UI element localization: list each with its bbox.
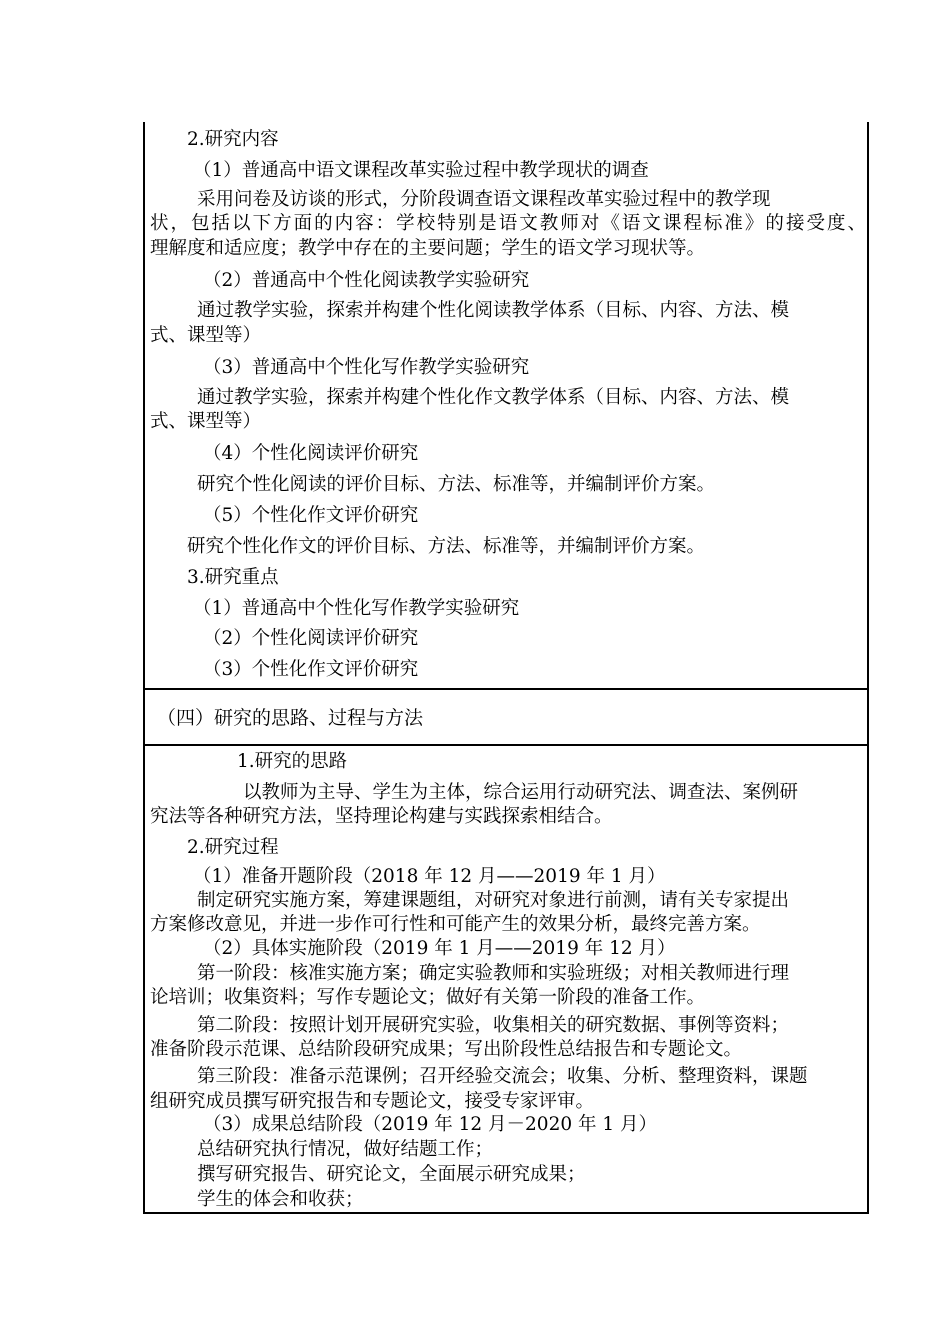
item-heading: （3）普通高中个性化写作教学实验研究 — [203, 357, 530, 378]
item-heading: （1）普通高中语文课程改革实验过程中教学现状的调查 — [193, 160, 649, 181]
stage-heading: （2）具体实施阶段（2019 年 1 月——2019 年 12 月） — [203, 938, 676, 959]
paragraph-line: 理解度和适应度；教学中存在的主要问题；学生的语文学习现状等。 — [150, 238, 706, 259]
paragraph-line: 第三阶段：准备示范课例；召开经验交流会；收集、分析、整理资料，课题 — [197, 1066, 808, 1087]
table-divider-top — [145, 688, 867, 690]
paragraph-line: 第一阶段：核准实施方案；确定实验教师和实验班级；对相关教师进行理 — [197, 963, 790, 984]
paragraph-line: 式、课型等） — [150, 411, 262, 432]
focus-item: （3）个性化作文评价研究 — [203, 659, 419, 680]
heading-research-focus: 3.研究重点 — [187, 567, 279, 588]
paragraph-line: 总结研究执行情况，做好结题工作； — [197, 1139, 494, 1160]
paragraph-line: 准备阶段示范课、总结阶段研究成果；写出阶段性总结报告和专题论文。 — [150, 1039, 743, 1060]
paragraph-line: 通过教学实验，探索并构建个性化作文教学体系（目标、内容、方法、模 — [197, 387, 790, 408]
paragraph-line: 方案修改意见，并进一步作可行性和可能产生的效果分析，最终完善方案。 — [150, 914, 761, 935]
paragraph-line: 第二阶段：按照计划开展研究实验，收集相关的研究数据、事例等资料； — [197, 1015, 790, 1036]
section-title: （四）研究的思路、过程与方法 — [157, 707, 424, 729]
heading-research-process: 2.研究过程 — [187, 837, 279, 858]
focus-item: （2）个性化阅读评价研究 — [203, 628, 419, 649]
paragraph-line: 组研究成员撰写研究报告和专题论文，接受专家评审。 — [150, 1091, 595, 1112]
focus-item: （1）普通高中个性化写作教学实验研究 — [193, 598, 520, 619]
item-heading: （4）个性化阅读评价研究 — [203, 443, 419, 464]
paragraph-line: 采用问卷及访谈的形式，分阶段调查语文课程改革实验过程中的教学现 — [197, 189, 771, 210]
paragraph-line: 式、课型等） — [150, 325, 262, 346]
stage-heading: （1）准备开题阶段（2018 年 12 月——2019 年 1 月） — [193, 866, 666, 887]
paragraph-line: 论培训；收集资料；写作专题论文；做好有关第一阶段的准备工作。 — [150, 987, 706, 1008]
heading-research-content: 2.研究内容 — [187, 129, 279, 150]
paragraph-line: 研究个性化阅读的评价目标、方法、标准等，并编制评价方案。 — [197, 474, 716, 495]
paragraph-line: 通过教学实验，探索并构建个性化阅读教学体系（目标、内容、方法、模 — [197, 300, 790, 321]
item-heading: （5）个性化作文评价研究 — [203, 505, 419, 526]
item-heading: （2）普通高中个性化阅读教学实验研究 — [203, 270, 530, 291]
paragraph-line: 学生的体会和收获； — [197, 1189, 364, 1210]
heading-research-approach: 1.研究的思路 — [237, 751, 348, 772]
stage-heading: （3）成果总结阶段（2019 年 12 月－2020 年 1 月） — [203, 1114, 658, 1135]
paragraph-line: 以教师为主导、学生为主体，综合运用行动研究法、调查法、案例研 — [243, 782, 799, 803]
paragraph-line: 制定研究实施方案，筹建课题组，对研究对象进行前测，请有关专家提出 — [197, 890, 790, 911]
paragraph-line: 状，包括以下方面的内容：学校特别是语文教师对《语文课程标准》的接受度、 — [150, 213, 866, 234]
paragraph-line: 研究个性化作文的评价目标、方法、标准等，并编制评价方案。 — [187, 536, 706, 557]
table-divider-bottom — [145, 744, 867, 746]
paragraph-line: 究法等各种研究方法，坚持理论构建与实践探索相结合。 — [150, 806, 613, 827]
paragraph-line: 撰写研究报告、研究论文，全面展示研究成果； — [197, 1164, 586, 1185]
